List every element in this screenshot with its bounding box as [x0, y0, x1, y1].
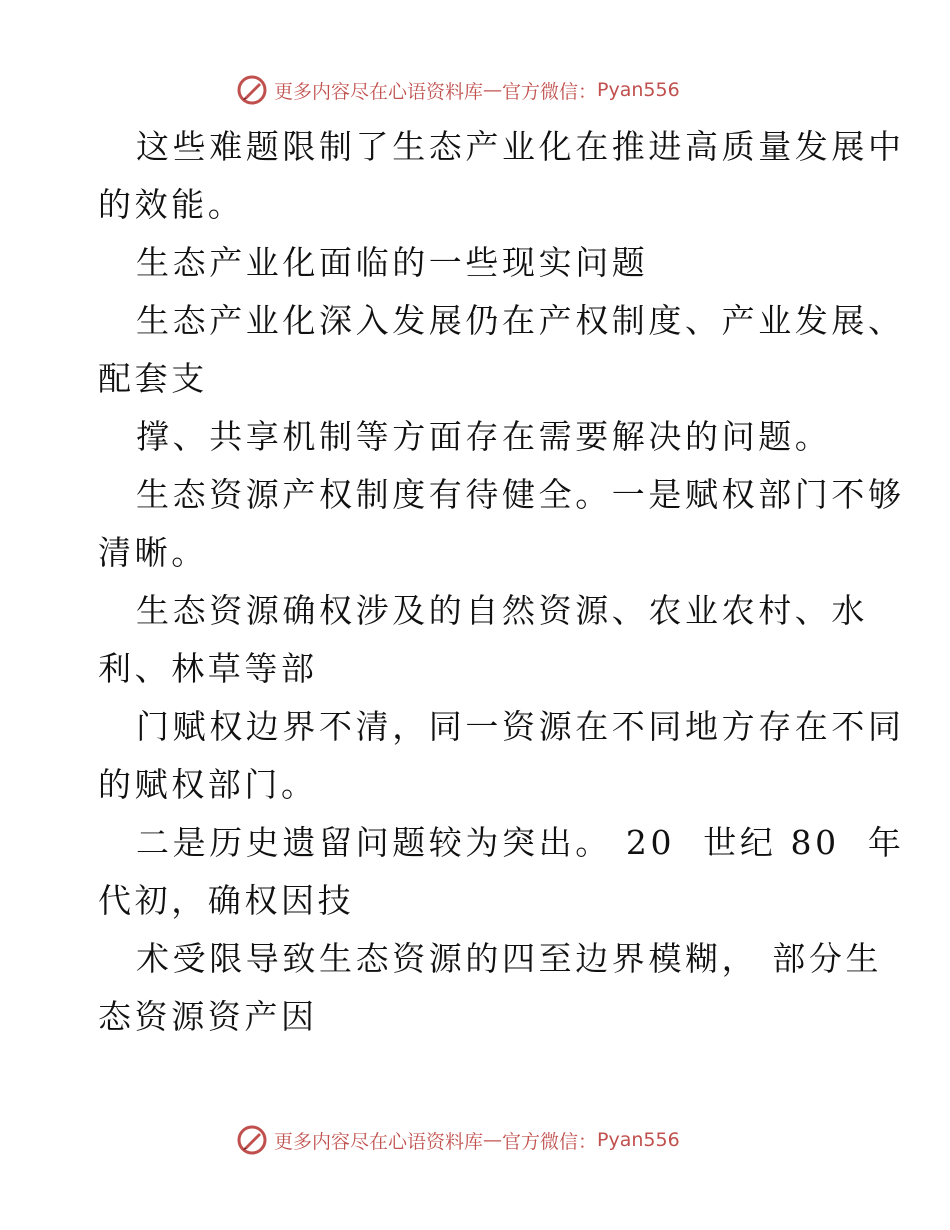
wechat-id: Pyan556	[597, 79, 680, 101]
banner-text: 更多内容尽在心语资料库	[274, 80, 484, 103]
banner-text: 更多内容尽在心语资料库	[274, 1130, 484, 1153]
text-line: 生态产业化深入发展仍在产权制度、产业发展、	[136, 301, 905, 340]
pen-logo-icon	[236, 74, 268, 106]
document-body	[98, 118, 905, 1046]
text-line: 生态资源产权制度有待健全。一是赋权部门不够	[136, 475, 905, 514]
section-heading: 生态产业化面临的一些现实问题	[136, 243, 649, 282]
footer-banner	[236, 1123, 680, 1157]
wechat-id: Pyan556	[597, 1129, 680, 1151]
text-line: 清晰。	[98, 533, 208, 572]
banner-separator: —	[483, 79, 503, 101]
wechat-label: 官方微信：	[502, 1130, 598, 1153]
text-line: 术受限导致生态资源的四至边界模糊， 部分生	[136, 939, 883, 978]
text-line: 的效能。	[98, 185, 245, 224]
text-line: 代初，确权因技	[98, 881, 355, 920]
text-line: 利、林草等部	[98, 649, 318, 688]
text-line: 配套支	[98, 359, 208, 398]
header-banner	[236, 73, 680, 107]
text-line: 这些难题限制了生态产业化在推进高质量发展中	[136, 127, 905, 166]
text-line: 生态资源确权涉及的自然资源、农业农村、水	[136, 591, 868, 630]
text-line: 门赋权边界不清，同一资源在不同地方存在不同	[136, 707, 905, 746]
text-line: 撑、共享机制等方面存在需要解决的问题。	[136, 417, 832, 456]
text-line: 态资源资产因	[98, 997, 318, 1036]
text-line: 二是历史遗留问题较为突出。 20 世纪 80 年	[136, 823, 905, 862]
pen-logo-icon	[236, 1124, 268, 1156]
text-line: 的赋权部门。	[98, 765, 318, 804]
banner-separator: —	[483, 1129, 503, 1151]
wechat-label: 官方微信：	[502, 80, 598, 103]
